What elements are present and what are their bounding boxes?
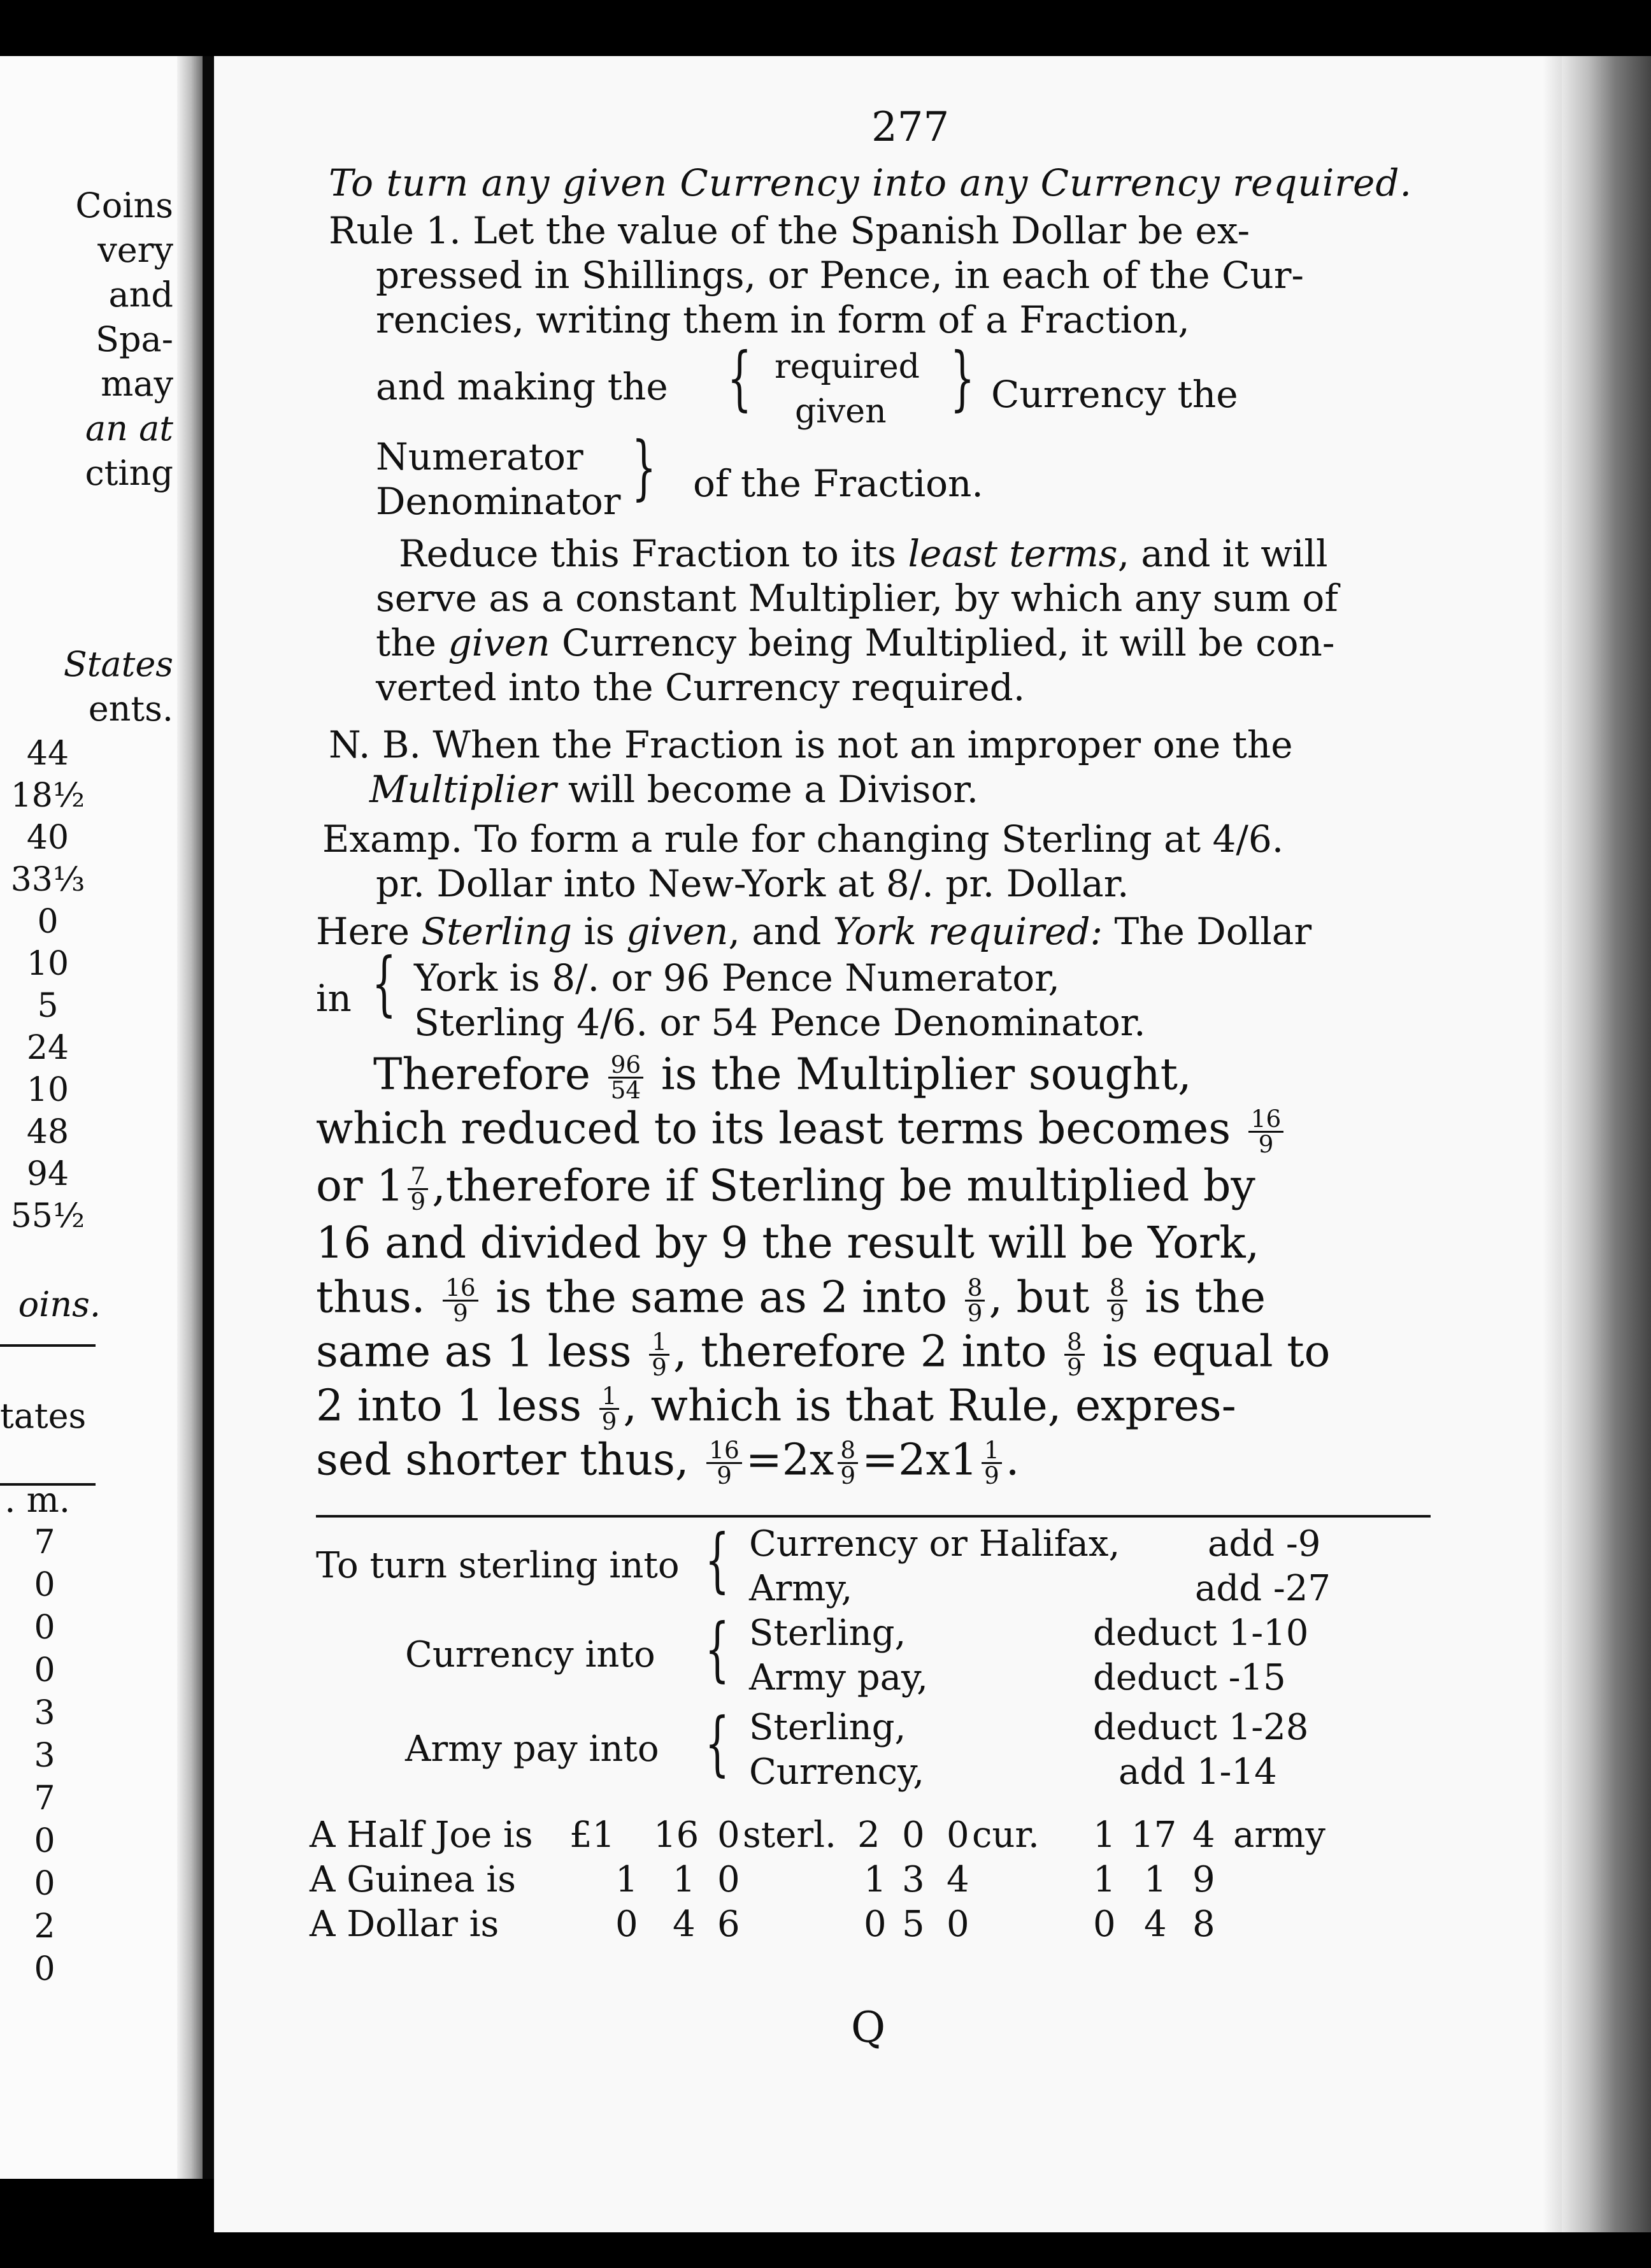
- value: 1: [864, 1859, 887, 1900]
- fragment: may: [101, 364, 173, 404]
- denominator: 9: [717, 1461, 732, 1490]
- left-page-divider: [0, 1344, 96, 1347]
- numerator: 1: [982, 1439, 1002, 1464]
- fraction-1-9: [982, 1436, 1002, 1490]
- coin-name: A Dollar is: [310, 1904, 499, 1945]
- text: least terms: [908, 532, 1118, 575]
- text: , and it will: [1117, 532, 1328, 575]
- denominator: 9: [967, 1299, 983, 1328]
- numerator: 1: [649, 1330, 669, 1356]
- value: 1: [1093, 1859, 1116, 1900]
- cell: 0: [34, 1950, 55, 1988]
- text: Multiplier: [369, 768, 557, 811]
- explanation-line: [316, 1381, 1236, 1436]
- text: thus.: [316, 1272, 425, 1323]
- denominator: 9: [1067, 1353, 1082, 1382]
- text: =2x1: [862, 1435, 978, 1486]
- fraction-16-9: [1248, 1107, 1284, 1157]
- value: 0: [947, 1814, 969, 1856]
- cell: [0, 1735, 13, 1777]
- cell: 0: [34, 1865, 55, 1903]
- signature-mark: Q: [851, 2003, 886, 2052]
- denominator: 9: [984, 1461, 999, 1490]
- left-page-states-label: tates: [0, 1396, 87, 1436]
- reduce-line: verted into the Currency required.: [376, 666, 1026, 709]
- cell: [0, 1521, 13, 1564]
- cell: [0, 1649, 13, 1692]
- conversion-label: Army pay into: [405, 1728, 659, 1770]
- text: , therefore 2 into: [673, 1326, 1047, 1377]
- cell: 7: [34, 1523, 55, 1561]
- number: 40: [26, 819, 69, 857]
- cell: 3: [34, 1737, 55, 1775]
- cell: [0, 1906, 13, 1948]
- value: 16: [654, 1814, 699, 1856]
- explanation-line: 16 and divided by 9 the result will be York,: [316, 1218, 1260, 1268]
- cell: 3: [34, 1694, 55, 1732]
- conversion-target: Currency,: [749, 1751, 925, 1793]
- value: 2: [857, 1814, 880, 1856]
- example-line: [316, 910, 1312, 953]
- explanation-line: [316, 1435, 1020, 1490]
- value: 4: [947, 1859, 969, 1900]
- cell: 7: [34, 1779, 55, 1818]
- numerator: 7: [408, 1165, 428, 1190]
- number: 94: [26, 1155, 69, 1193]
- page-edge-shadow: [1543, 56, 1562, 2232]
- fragment: Coins: [75, 185, 173, 226]
- fragment: States: [63, 644, 173, 684]
- conversion-rate: add 1-14: [1119, 1751, 1277, 1793]
- explanation-line: [373, 1049, 1192, 1105]
- fragment: an at: [85, 408, 173, 449]
- text: Sterling: [421, 910, 573, 953]
- value: 0: [615, 1904, 638, 1945]
- value: 1: [673, 1859, 696, 1900]
- fraction-96-54: [608, 1053, 644, 1103]
- conversion-target: Sterling,: [749, 1707, 906, 1748]
- fraction-1-9: [649, 1330, 669, 1380]
- value: 4: [673, 1904, 696, 1945]
- left-page-states-header: [64, 642, 173, 731]
- value: 4: [1192, 1814, 1215, 1856]
- conversion-rate: deduct 1-28: [1093, 1707, 1309, 1748]
- numerator: 16: [706, 1439, 742, 1464]
- number: 0: [37, 903, 59, 941]
- word-denominator: Denominator: [376, 480, 621, 523]
- text: which reduced to its least terms becomes: [316, 1103, 1231, 1154]
- conversion-target: Army,: [749, 1568, 853, 1609]
- reduce-line: [399, 532, 1328, 575]
- fraction-8-9: [1107, 1276, 1127, 1326]
- example-line: Examp. To form a rule for changing Sterling at 4/6.: [322, 817, 1284, 861]
- explanation-line: [316, 1103, 1287, 1159]
- number: 44: [26, 735, 69, 773]
- number: 55½: [10, 1197, 85, 1235]
- word-given: given: [795, 392, 887, 431]
- cell: [0, 1820, 13, 1863]
- value: 6: [717, 1904, 740, 1945]
- text: 2 into 1 less: [316, 1381, 582, 1432]
- page-spine-shadow: [177, 56, 203, 2179]
- coin-name: A Guinea is: [310, 1859, 516, 1900]
- value: 17: [1131, 1814, 1177, 1856]
- text: is the: [1145, 1272, 1266, 1323]
- rule-text: Currency the: [991, 373, 1238, 416]
- text: is the same as 2 into: [496, 1272, 948, 1323]
- rule-line: rencies, writing them in form of a Fraction,: [376, 298, 1190, 341]
- right-brace: }: [631, 426, 657, 508]
- fraction-16-9: [706, 1436, 742, 1490]
- word-numerator: Numerator: [376, 435, 583, 478]
- page-number: 277: [871, 104, 950, 151]
- sterling-line: Sterling 4/6. or 54 Pence Denominator.: [414, 1001, 1146, 1044]
- text: , which is that Rule, expres-: [623, 1381, 1236, 1432]
- section-heading: To turn any given Currency into any Currency required.: [329, 161, 1412, 205]
- value: 0: [902, 1814, 925, 1856]
- rule-text: and making the: [376, 365, 668, 408]
- explanation-line: [316, 1326, 1331, 1382]
- reduce-line: [376, 621, 1335, 664]
- right-brace: }: [950, 337, 975, 419]
- fraction-7-9: [408, 1162, 428, 1216]
- number: 24: [26, 1029, 69, 1067]
- cell: [0, 1948, 13, 1991]
- numerator: 1: [599, 1384, 620, 1410]
- nb-line: N. B. When the Fraction is not an improper one the: [329, 723, 1293, 766]
- text: Here: [316, 910, 422, 953]
- number: 10: [26, 945, 69, 983]
- denominator: 9: [652, 1353, 667, 1382]
- text: .: [1005, 1435, 1020, 1486]
- left-brace: {: [704, 1702, 730, 1784]
- value: 1: [1093, 1814, 1116, 1856]
- page-edge-stack: [1562, 56, 1651, 2232]
- value: 1: [615, 1859, 638, 1900]
- denominator: 9: [601, 1407, 617, 1436]
- left-brace: {: [704, 1608, 730, 1690]
- text: =2x: [745, 1435, 834, 1486]
- numerator: 16: [1248, 1107, 1284, 1133]
- text: , but: [989, 1272, 1090, 1323]
- value: 0: [1093, 1904, 1116, 1945]
- explanation-line: [316, 1272, 1266, 1328]
- text: York required:: [833, 910, 1103, 953]
- text: given: [448, 621, 550, 664]
- text: is equal to: [1102, 1326, 1331, 1377]
- cell: 0: [34, 1822, 55, 1860]
- conversion-target: Sterling,: [749, 1612, 906, 1654]
- cell: [0, 1607, 13, 1649]
- denominator: 9: [452, 1299, 468, 1328]
- fraction-8-9: [838, 1436, 858, 1490]
- cell: 0: [34, 1651, 55, 1690]
- coin-name: A Half Joe is: [310, 1814, 533, 1856]
- conversion-rate: deduct -15: [1093, 1657, 1286, 1698]
- text: Reduce this Fraction to its: [399, 532, 908, 575]
- denominator: 54: [610, 1076, 641, 1105]
- text: sed shorter thus,: [316, 1435, 689, 1486]
- nb-line: [369, 768, 979, 811]
- conversion-rate: add -9: [1208, 1523, 1321, 1565]
- text: the: [376, 621, 448, 664]
- example-line: pr. Dollar into New-York at 8/. pr. Dollar.: [376, 862, 1129, 905]
- left-brace: {: [704, 1519, 730, 1600]
- section-divider: [316, 1515, 1431, 1518]
- reduce-line: serve as a constant Multiplier, by which any sum of: [376, 577, 1338, 620]
- word-required: required: [775, 348, 920, 386]
- value: 9: [1192, 1859, 1215, 1900]
- numerator: 8: [965, 1276, 985, 1302]
- cell: [0, 1564, 13, 1607]
- denominator: 9: [840, 1461, 856, 1490]
- text: ,therefore if Sterling be multiplied by: [432, 1161, 1255, 1212]
- value: sterl.: [743, 1814, 836, 1856]
- left-page-m-label: . m.: [4, 1480, 70, 1520]
- value: 1: [1144, 1859, 1167, 1900]
- denominator: 9: [410, 1188, 426, 1216]
- fragment: and: [108, 275, 173, 315]
- value: 0: [717, 1814, 740, 1856]
- value: 0: [717, 1859, 740, 1900]
- cell: 0: [34, 1566, 55, 1604]
- text: will become a Divisor.: [556, 768, 979, 811]
- explanation-line: [316, 1161, 1255, 1216]
- cell: [0, 1692, 13, 1735]
- cell: [0, 1777, 13, 1820]
- left-page-number-column: [6, 733, 89, 1237]
- value: cur.: [972, 1814, 1040, 1856]
- numerator: 16: [443, 1276, 478, 1302]
- text: Therefore: [373, 1049, 590, 1100]
- value: 8: [1192, 1904, 1215, 1945]
- fraction-8-9: [965, 1276, 985, 1326]
- text: is the Multiplier sought,: [661, 1049, 1192, 1100]
- conversion-rate: add -27: [1195, 1568, 1331, 1609]
- number: 5: [37, 987, 59, 1025]
- number: 10: [26, 1071, 69, 1109]
- fraction-8-9: [1064, 1330, 1085, 1380]
- value: 0: [864, 1904, 887, 1945]
- conversion-target: Currency or Halifax,: [749, 1523, 1120, 1565]
- rule-text: of the Fraction.: [693, 462, 983, 505]
- denominator: 9: [1109, 1299, 1125, 1328]
- cell: [0, 1863, 13, 1906]
- value: 0: [947, 1904, 969, 1945]
- conversion-label: To turn sterling into: [316, 1545, 680, 1586]
- left-brace: {: [727, 337, 752, 419]
- number: 48: [26, 1113, 69, 1151]
- york-line: York is 8/. or 96 Pence Numerator,: [414, 956, 1060, 1000]
- number: 18½: [10, 777, 85, 815]
- text: given: [626, 910, 729, 953]
- text: Currency being Multiplied, it will be con-: [550, 621, 1335, 664]
- left-page-word-fragments: [75, 183, 173, 496]
- fragment: ents.: [88, 689, 173, 729]
- text: or 1: [316, 1161, 404, 1212]
- left-page-coins-label: oins.: [18, 1284, 101, 1324]
- value: army: [1233, 1814, 1326, 1856]
- text: The Dollar: [1103, 910, 1312, 953]
- fragment: cting: [85, 453, 173, 493]
- left-facing-page: [0, 56, 203, 2179]
- book-gutter: [203, 56, 214, 2179]
- fragment: very: [97, 230, 173, 270]
- numerator: 8: [1064, 1330, 1085, 1356]
- book-page: [214, 56, 1651, 2232]
- conversion-label: Currency into: [405, 1634, 655, 1676]
- text: same as 1 less: [316, 1326, 632, 1377]
- fraction-1-9: [599, 1384, 620, 1434]
- value: 4: [1144, 1904, 1167, 1945]
- value: £1: [569, 1814, 615, 1856]
- number: 33⅓: [10, 861, 85, 899]
- rule-line: pressed in Shillings, or Pence, in each of the Cur-: [376, 254, 1304, 297]
- denominator: 9: [1258, 1130, 1274, 1159]
- word-in: in: [316, 977, 352, 1020]
- cell: 2: [34, 1907, 55, 1946]
- conversion-rate: deduct 1-10: [1093, 1612, 1309, 1654]
- numerator: 96: [608, 1053, 644, 1079]
- left-brace: {: [371, 942, 397, 1024]
- text: , and: [728, 910, 833, 953]
- rule-line: Rule 1. Let the value of the Spanish Dollar be ex-: [329, 209, 1250, 252]
- value: 3: [902, 1859, 925, 1900]
- numerator: 8: [838, 1439, 858, 1464]
- fraction-16-9: [443, 1276, 478, 1326]
- cell: 0: [34, 1609, 55, 1647]
- numerator: 8: [1107, 1276, 1127, 1302]
- conversion-target: Army pay,: [749, 1657, 928, 1698]
- fragment: Spa-: [95, 319, 173, 359]
- left-page-value-columns: [0, 1521, 76, 1991]
- text: is: [572, 910, 627, 953]
- value: 5: [902, 1904, 925, 1945]
